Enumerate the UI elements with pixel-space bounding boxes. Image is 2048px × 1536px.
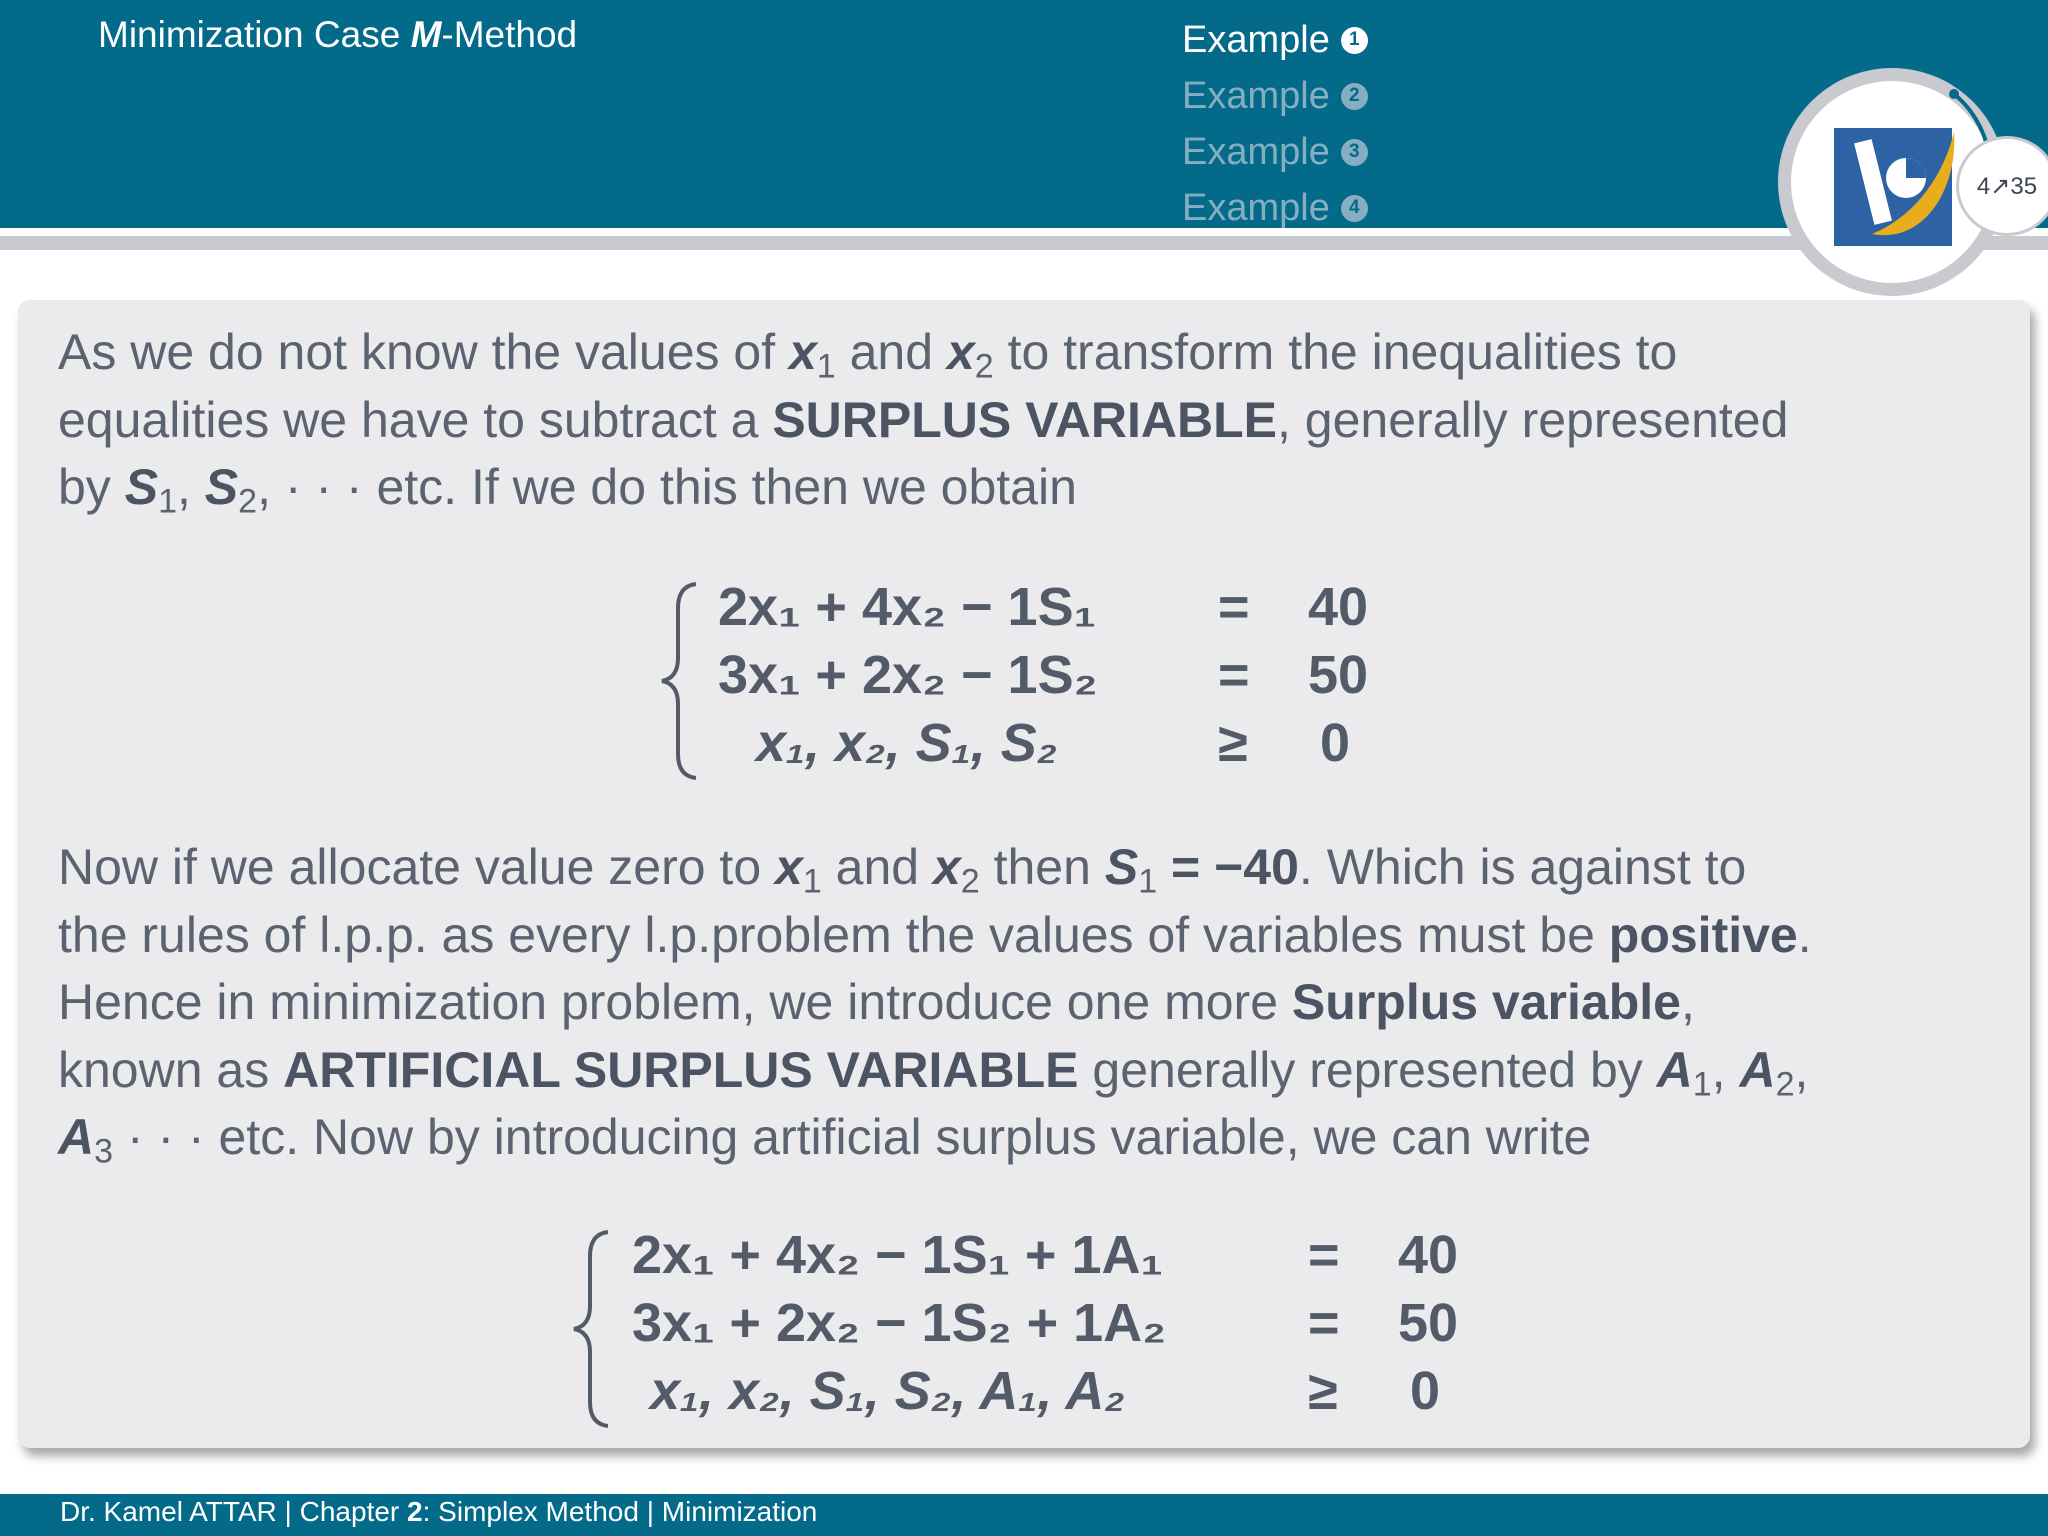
equals-sign: = (1218, 645, 1250, 705)
paragraph-artificial-variable: Now if we allocate value zero to $x_1$ and $x_2$ then $S_1 = -40$. Which is against to the rules of l.p.p. as every l.p.problem the values of variables must be positive. Hence in minimization problem, we introduce one more Surplus variable, known as ARTIFICIAL SURPLUS VARIABLE generally represented by $A_1$, $A_2$, $A_3$ · · · etc. Now by introducing artificial surplus variable, we can write (58, 839, 1812, 1171)
equals-sign: = (1308, 1293, 1340, 1353)
equation-row: 3x₁ + 2x₂ − 1S₂ (718, 645, 1098, 705)
equation-system-artificial (632, 1224, 1512, 1434)
equation-row: 3x₁ + 2x₂ − 1S₂ + 1A₂ (632, 1293, 1167, 1353)
rhs-value: 50 (1398, 1293, 1459, 1353)
frame-navigation (1182, 12, 1368, 236)
rhs-value: 50 (1308, 645, 1369, 705)
header-shadow-band (0, 236, 2048, 250)
geq-sign: ≥ (1218, 713, 1248, 773)
nav-example-1[interactable]: Example 1 (1182, 12, 1368, 68)
nav-example-4[interactable]: Example 4 (1182, 180, 1368, 236)
rhs-value: 0 (1410, 1361, 1441, 1421)
equation-row: 2x₁ + 4x₂ − 1S₁ (718, 577, 1096, 637)
number-badge-icon: 4 (1341, 195, 1368, 222)
rhs-value: 40 (1308, 577, 1369, 637)
rhs-value: 0 (1320, 713, 1351, 773)
equation-row: 2x₁ + 4x₂ − 1S₁ + 1A₁ (632, 1225, 1163, 1285)
footer-info: Dr. Kamel ATTAR | Chapter 2: Simplex Method | Minimization (60, 1496, 818, 1527)
rhs-value: 40 (1398, 1225, 1459, 1285)
equation-row: x₁, x₂, S₁, S₂ (756, 713, 1058, 773)
number-badge-icon: 3 (1341, 139, 1368, 166)
equation-row: x₁, x₂, S₁, S₂, A₁, A₂ (650, 1361, 1125, 1421)
nav-example-2[interactable]: Example 2 (1182, 68, 1368, 124)
equation-system-surplus (718, 576, 1418, 786)
equals-sign: = (1218, 577, 1250, 637)
geq-sign: ≥ (1308, 1361, 1338, 1421)
nav-example-3[interactable]: Example 3 (1182, 124, 1368, 180)
header-divider (0, 228, 2048, 236)
paragraph-surplus-intro: As we do not know the values of $x_1$ and $x_2$ to transform the inequalities to equalities we have to subtract a SURPLUS VARIABLE, generally represented by $S_1$, $S_2$, · · · etc. If we do this then we obtain (58, 324, 1789, 521)
left-brace-icon (568, 1228, 618, 1430)
section-title: Minimization Case M-Method (98, 14, 578, 55)
number-badge-icon: 1 (1341, 27, 1368, 54)
content-block (18, 300, 2030, 1448)
left-brace-icon (656, 580, 706, 782)
page-indicator: 4↗35 (1956, 136, 2048, 236)
number-badge-icon: 2 (1341, 83, 1368, 110)
equals-sign: = (1308, 1225, 1340, 1285)
